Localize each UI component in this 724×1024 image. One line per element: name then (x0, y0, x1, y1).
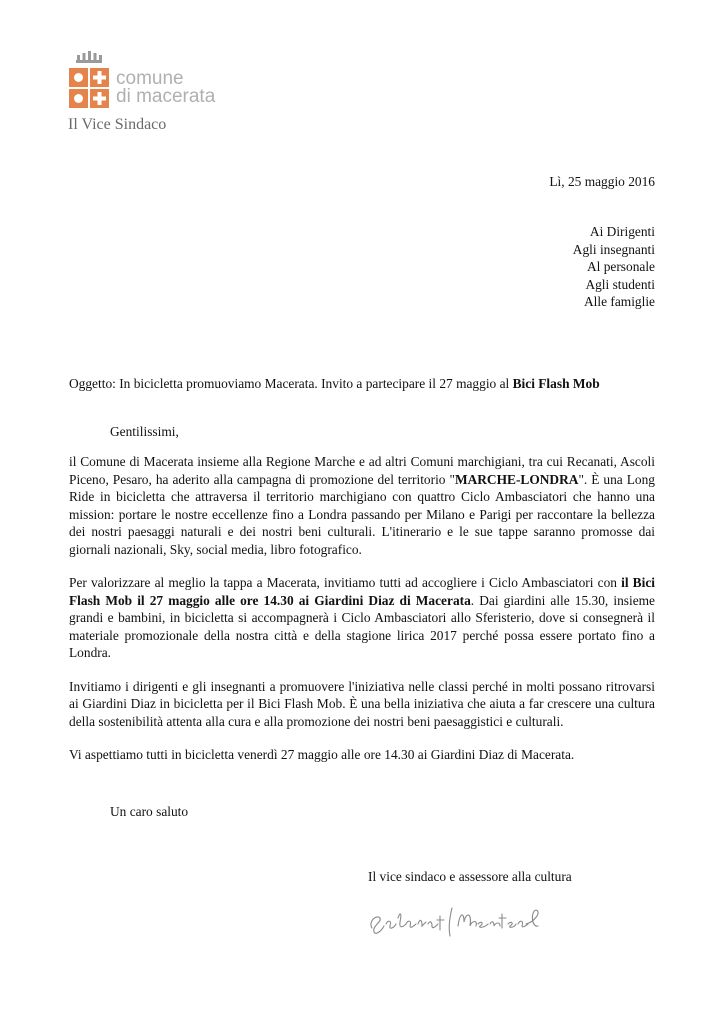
p1-text-b: ". È una Long Ride in bicicletta che attraversa il territorio marchigiano con quattro Ciclo Ambasciatori che hanno una mission: portare le nostre eccellenze fino a Londra passando per Milano e Parigi per raccontare la bellezza dei nostri paesaggi naturali e dei nostri beni culturali. L'itinerario e le sue tappe saranno promosse dai giornali nazionali, Sky, social media, libro fotografico. (69, 471, 655, 557)
paragraph-3: Invitiamo i dirigenti e gli insegnanti a promuovere l'iniziativa nelle classi perché in molti possano ritrovarsi ai Giardini Diaz in bicicletta per il Bici Flash Mob. È una bella iniziativa che aiuta a far crescere una cultura della sostenibilità attenta alla cura e alla promozione dei nostri beni paesaggistici e culturali. (69, 678, 655, 729)
subject-line (69, 376, 600, 392)
p1-bold: MARCHE-LONDRA (454, 471, 579, 487)
p2-bold: il Bici Flash Mob il 27 maggio alle ore 14.30 ai Giardini Diaz di Macerata (69, 575, 655, 608)
p2-text-a: Per valorizzare al meglio la tappa a Macerata, invitiamo tutti ad accogliere i Ciclo Ambasciatori con (69, 575, 622, 590)
greeting: Gentilissimi, (110, 424, 179, 439)
recipients-list (573, 223, 655, 311)
p2-text-b: . Dai giardini alle 15.30, insieme grandi e bambini, in bicicletta si accompagnerà i Ciclo Ambasciatori allo Sferisterio, dove si consegnerà il materiale promozionale della nostra città e della stagione lirica 2017 perché possa essere portato fino a Londra. (69, 592, 655, 660)
letter-date: Lì, 25 maggio 2016 (549, 174, 655, 189)
recipient: Ai Dirigenti (589, 224, 655, 239)
handwritten-signature (366, 896, 576, 940)
closing: Un caro saluto (110, 804, 189, 819)
paragraph-2 (69, 574, 655, 662)
recipient: Agli studenti (585, 276, 655, 292)
recipient: Alle famiglie (583, 294, 655, 309)
office-title: Il Vice Sindaco (68, 116, 167, 133)
signatory-title: Il vice sindaco e assessore alla cultura (368, 869, 572, 884)
paragraph-4: Vi aspettiamo tutti in bicicletta venerdì 27 maggio alle ore 14.30 ai Giardini Diaz di Macerata. (69, 747, 575, 762)
recipient: Agli insegnanti (572, 241, 655, 257)
logo-line-1: comune (116, 68, 184, 89)
paragraph-1 (69, 453, 655, 558)
subject-text: Oggetto: In bicicletta promuoviamo Macerata. Invito a partecipare il 27 maggio al (69, 376, 513, 391)
logo-wordmark (116, 70, 215, 106)
logo-line-2: di macerata (116, 86, 216, 107)
subject-bold: Bici Flash Mob (512, 376, 600, 391)
comune-di-macerata-logo-icon (68, 50, 110, 110)
p1-text-a: il Comune di Macerata insieme alla Regione Marche e ad altri Comuni marchigiani, tra cui Recanati, Ascoli Piceno, Pesaro, ha aderito alla campagna di promozione del territorio " (69, 454, 655, 487)
letter-body (69, 453, 655, 780)
recipient: Al personale (586, 259, 655, 274)
